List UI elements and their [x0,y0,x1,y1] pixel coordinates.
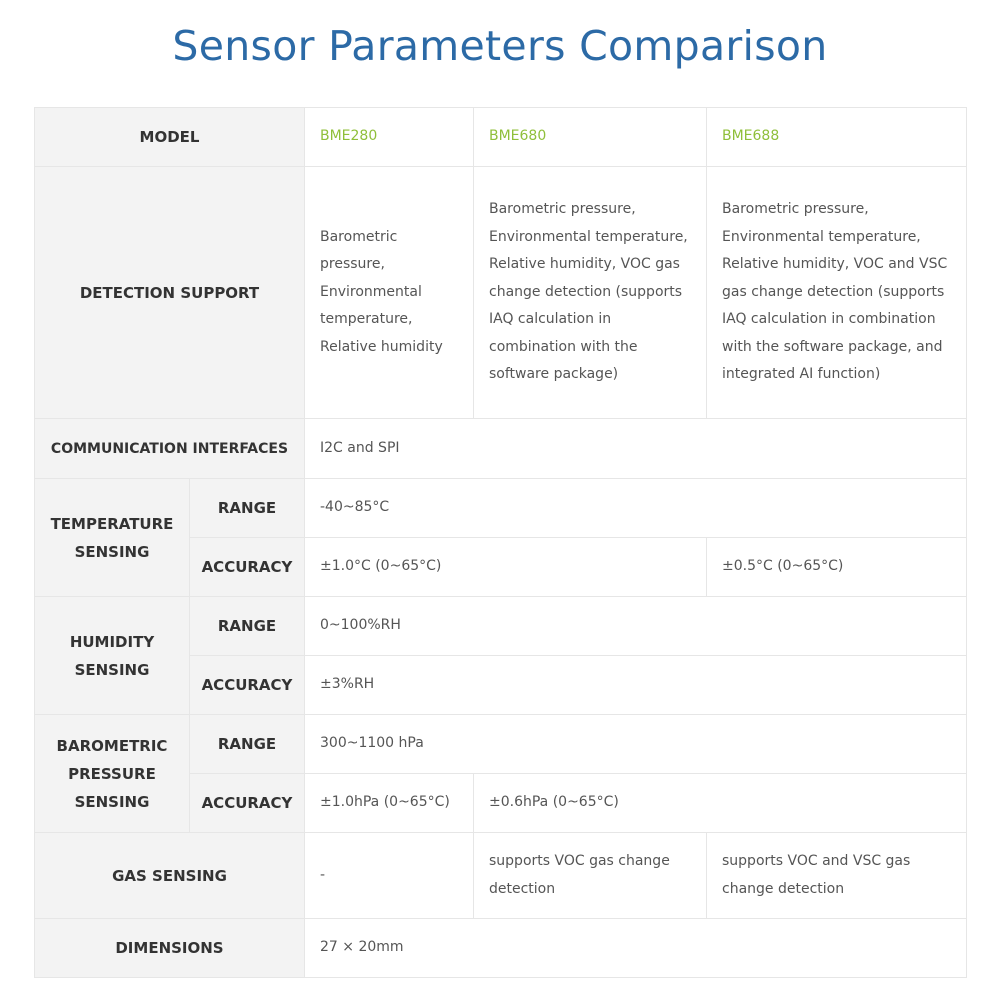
humidity-range-value: 0~100%RH [305,597,967,656]
detection-bme680: Barometric pressure, Environmental temperature, Relative humidity, VOC gas change detection (supports IAQ calculation in combination with the software package) [474,167,707,419]
table-row [35,597,967,656]
humidity-range-label: RANGE [190,597,305,656]
row-header-model: MODEL [35,108,305,167]
model-name-bme680 [474,108,707,167]
model-name-bme688 [707,108,967,167]
gas-bme280: - [305,833,474,919]
table-row [35,833,967,919]
comparison-table [34,107,967,978]
humidity-accuracy-value: ±3%RH [305,656,967,715]
detection-bme280: Barometric pressure, Environmental temperature, Relative humidity [305,167,474,419]
model-name-bme280 [305,108,474,167]
model-label: BME280 [320,128,378,145]
pressure-accuracy-value-1: ±1.0hPa (0~65°C) [305,774,474,833]
model-label: BME688 [722,128,780,145]
temperature-accuracy-label: ACCURACY [190,538,305,597]
row-header-gas: GAS SENSING [35,833,305,919]
table-row [35,108,967,167]
temperature-range-value: -40~85°C [305,479,967,538]
dimensions-value: 27 × 20mm [305,919,967,978]
row-header-dimensions: DIMENSIONS [35,919,305,978]
gas-bme680: supports VOC gas change detection [474,833,707,919]
table-row [35,715,967,774]
row-header-temperature: TEMPERATURE SENSING [35,479,190,597]
table-row [35,919,967,978]
temperature-range-label: RANGE [190,479,305,538]
row-header-humidity: HUMIDITY SENSING [35,597,190,715]
temperature-accuracy-value-2: ±0.5°C (0~65°C) [707,538,967,597]
humidity-accuracy-label: ACCURACY [190,656,305,715]
pressure-accuracy-label: ACCURACY [190,774,305,833]
row-header-pressure: BAROMETRIC PRESSURE SENSING [35,715,190,833]
table-row [35,479,967,538]
pressure-range-label: RANGE [190,715,305,774]
detection-bme688: Barometric pressure, Environmental temperature, Relative humidity, VOC and VSC gas change detection (supports IAQ calculation in combination with the software package, and integrated AI function) [707,167,967,419]
communication-value: I2C and SPI [305,419,967,479]
page-title: Sensor Parameters Comparison [172,22,828,70]
row-header-detection-support: DETECTION SUPPORT [35,167,305,419]
table-row [35,419,967,479]
pressure-range-value: 300~1100 hPa [305,715,967,774]
pressure-accuracy-value-2: ±0.6hPa (0~65°C) [474,774,967,833]
gas-bme688: supports VOC and VSC gas change detection [707,833,967,919]
row-header-communication: COMMUNICATION INTERFACES [35,419,305,479]
model-label: BME680 [489,128,547,145]
temperature-accuracy-value-1: ±1.0°C (0~65°C) [305,538,707,597]
table-row [35,167,967,419]
